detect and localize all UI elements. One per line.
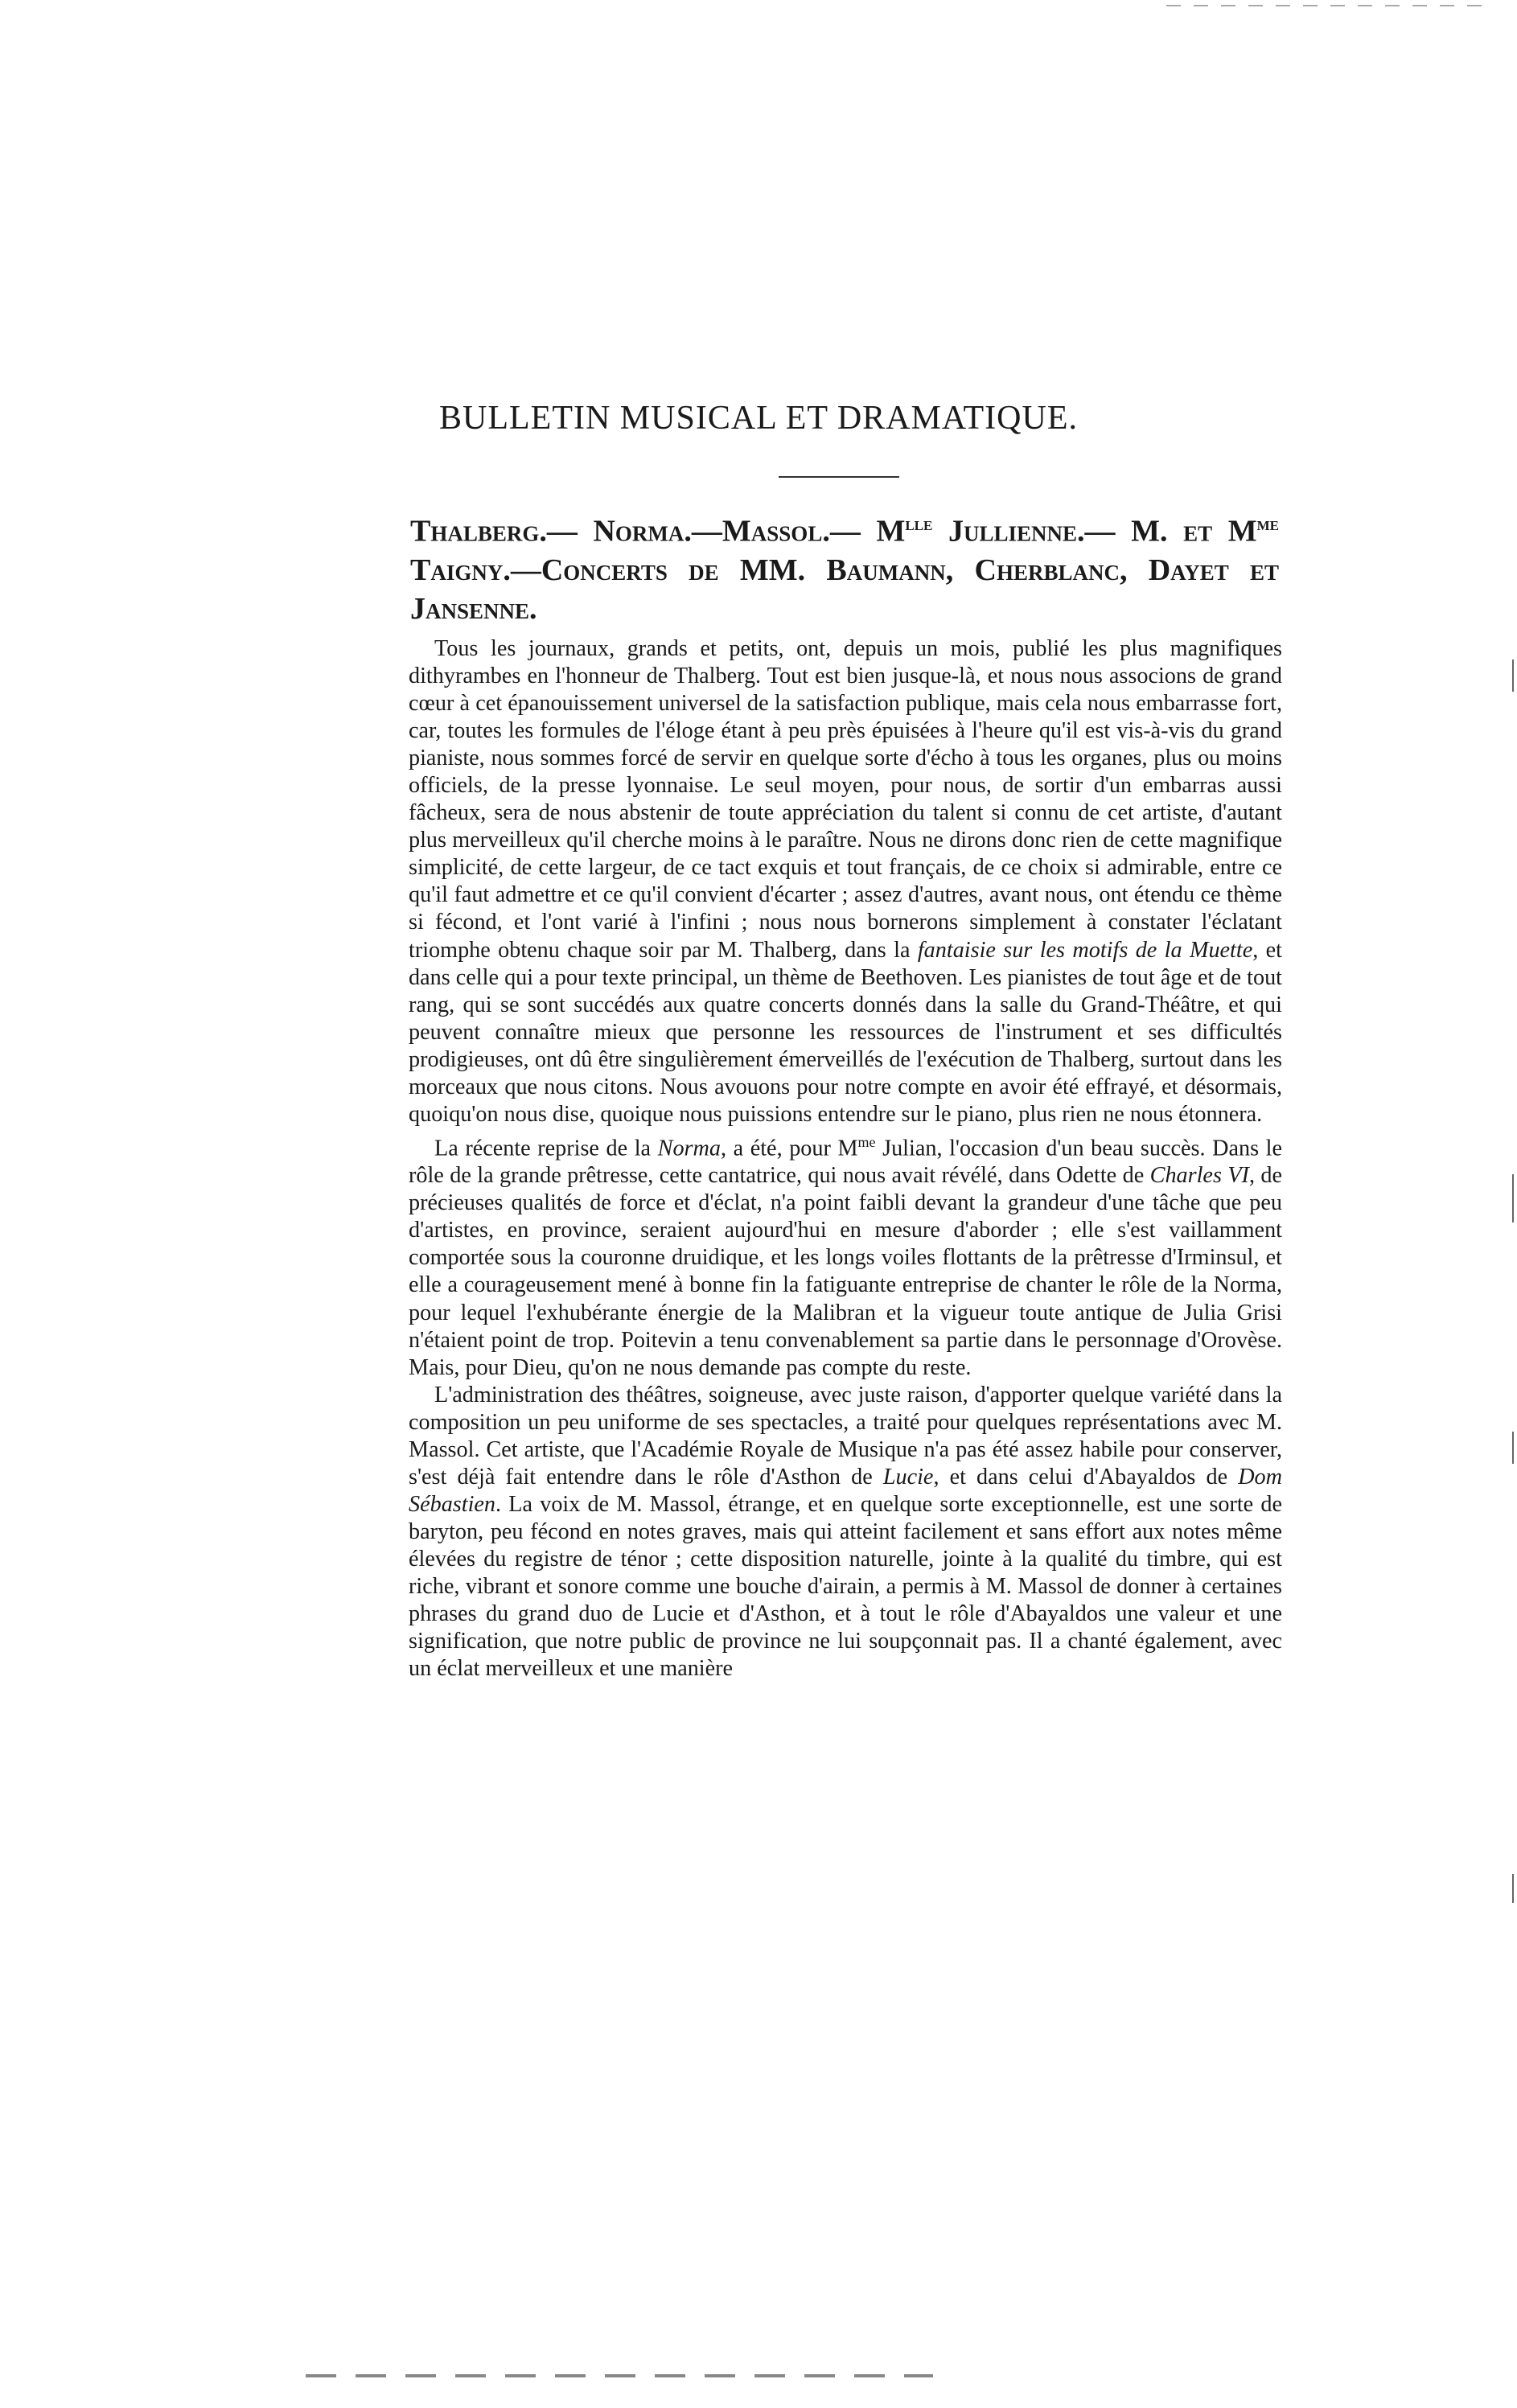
margin-mark [1512,1874,1514,1903]
page-title: BULLETIN MUSICAL ET DRAMATIQUE. [439,400,1078,437]
paragraph-3-italic-1: Lucie [882,1464,934,1490]
paragraph-3-text-3: . La voix de M. Massol, étrange, et en quelque sorte exceptionnelle, est une sorte de baryton, peu fécond en notes graves, mais qui atteint facilement et sans effort aux notes même élevées du registre de ténor ; cette disposition naturelle, jointe à la qualité du timbre, qui est riche, vibrant et sonore comme une bouche d'airain, a permis à M. Massol de donner à certaines phrases du grand duo de Lucie et d'Asthon, et à tout le rôle d'Abayaldos une valeur et une signification, que notre public de province ne lui soupçonnait pas. Il a chanté également, avec un éclat merveilleux et une manière [409,1491,1282,1682]
paragraph-1-italic: fantaisie sur les motifs de la Muette [917,937,1253,963]
paragraph-2-italic-2: Charles VI [1149,1163,1249,1189]
subtitle-part-3: Taigny.—Concerts de MM. Baumann, Cherblanc, Dayet et Jansenne. [410,553,1279,626]
paragraph-2-text-2: , a été, pour M [720,1136,858,1161]
scan-edge-marks [306,2374,933,2377]
subtitle-sup-1: lle [905,514,933,535]
article-body [409,635,1282,1683]
subtitle-part-2: Jullienne.— M. et M [932,514,1257,549]
margin-mark [1512,1174,1514,1222]
paragraph-3-text-2: , et dans celui d'Abayaldos de [933,1464,1239,1490]
margin-mark [1512,660,1514,692]
subtitle-sup-2: me [1256,514,1279,535]
scan-edge-marks [1166,5,1488,6]
paragraph-1-text-2: , et dans celle qui a pour texte principal, un thème de Beethoven. Les pianistes de tout âge et de tout rang, qui se sont succédés aux quatre concerts donnés dans la salle du Grand-Théâtre, et qui peuvent connaître mieux que personne les ressources de l'instrument et ses difficultés prodigieuses, ont dû être singulièrement émerveillés de l'exécution de Thalberg, surtout dans les morceaux que nous citons. Nous avouons pour notre compte en avoir été effrayé, et désormais, quoiqu'on nous dise, quoique nous puissions entendre sur le piano, plus rien ne nous étonnera. [409,937,1282,1127]
paragraph-2-text-3: Julian, l'occasion d'un beau succès. Dans le rôle de la grande prêtresse, cette cantatrice, qui nous avait révélé, dans Odette de [409,1136,1282,1189]
paragraph-2-text: La récente reprise de la [434,1136,658,1161]
margin-mark [1512,1432,1514,1464]
title-divider [779,476,899,478]
paragraph-1-text: Tous les journaux, grands et petits, ont, depuis un mois, publié les plus magnifiques dithyrambes en l'honneur de Thalberg. Tout est bien jusque-là, et nous nous associons de grand cœur à cet épanouissement universel de la satisfaction publique, mais cela nous embarrasse fort, car, toutes les formules de l'éloge étant à peu près épuisées à l'heure qu'il est vis-à-vis du grand pianiste, nous sommes forcé de servir en quelque sorte d'écho à tous les organes, plus ou moins officiels, de la presse lyonnaise. Le seul moyen, pour nous, de sortir d'un embarras aussi fâcheux, sera de nous abstenir de toute appréciation du talent si connu de cet artiste, d'autant plus merveilleux qu'il cherche moins à le paraître. Nous ne dirons donc rien de cette magnifique simplicité, de cette largeur, de ce tact exquis et tout français, de ce choix si admirable, entre ce qu'il faut admettre et ce qu'il convient d'écarter ; assez d'autres, avant nous, ont étendu ce thème si fécond, et l'ont varié à l'infini ; nous nous bornerons simplement à constater l'éclatant triomphe obtenu chaque soir par M. Thalberg, dans la [409,636,1282,963]
paragraph-2-sup: me [857,1133,876,1150]
paragraph-2-italic-1: Norma [657,1136,721,1161]
paragraph-3-italic-2: Dom Sébastien [409,1464,1282,1517]
paragraph-2-text-4: , de précieuses qualités de force et d'éclat, n'a point faibli devant la grandeur d'une tâche que peu d'artistes, en province, seraient aujourd'hui en mesure d'aborder ; elle s'est vaillamment comportée sous la couronne druidique, et les longs voiles flottants de la prêtresse d'Irminsul, et elle a courageusement mené à bonne fin la fatiguante entreprise de chanter le rôle de la Norma, pour lequel l'exhubérante énergie de la Malibran et la vigueur toute antique de Julia Grisi n'étaient point de trop. Poitevin a tenu convenablement sa partie dans le personnage d'Orovèse. Mais, pour Dieu, qu'on ne nous demande pas compte du reste. [409,1163,1283,1380]
paragraph-thalberg [409,635,1282,1128]
paragraph-norma [409,1128,1282,1382]
article-subtitle [410,505,1279,628]
paragraph-3-text: L'administration des théâtres, soigneuse, avec juste raison, d'apporter quelque variété dans la composition un peu uniforme de ses spectacles, a traité pour quelques représentations avec M. Massol. Cet artiste, que l'Académie Royale de Musique n'a pas été assez habile pour conserver, s'est déjà fait entendre dans le rôle d'Asthon de [409,1382,1282,1490]
subtitle-part-1: Thalberg.— Norma.—Massol.— M [410,514,906,549]
paragraph-massol [409,1382,1282,1683]
